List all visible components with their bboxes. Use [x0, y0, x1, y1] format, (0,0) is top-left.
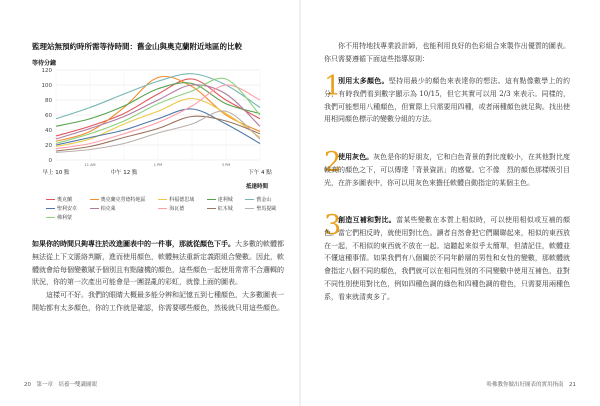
legend-item [207, 205, 239, 212]
legend-swatch [245, 208, 254, 210]
left-paragraph [32, 238, 284, 315]
guideline-3 [324, 210, 571, 304]
guideline-lead: 別用太多顏色。 [338, 76, 389, 85]
legend-label: 奧克蘭 [57, 197, 73, 203]
guideline-2 [324, 147, 570, 189]
legend-item [245, 205, 282, 212]
legend-swatch [245, 199, 254, 201]
x-minor-tick-label: 3 PM [221, 163, 231, 167]
y-tick-label: 40 [45, 128, 52, 134]
legend-swatch [90, 208, 99, 210]
guideline-body: 灰色是你的好朋友，它和白色背景的對比度較小，在其他對比度較高的顏色之下，可以傳達「背景資訊」的感覺。它不像 烈的顏色那樣吸引目光，在許多圖表中，你可以用灰色來擔任軟體自動指定的某個主色。 [324, 153, 570, 187]
y-tick-label: 120 [41, 68, 52, 74]
left-paragraph-lead: 如果你的時間只夠專注於改進圖表中的一件事，那就從顏色下手。 [32, 239, 235, 248]
guideline-lead: 使用灰色。 [338, 152, 374, 161]
chart-legend [46, 196, 282, 221]
guideline-body: 當某些變數在本質上相似時，可以使用相似或互補的顏色。當它們相反時，就使用對比色。讀者自然會把它們關聯起來，相似的東西放在一起，不相似的東西就不放在一起。這聽起來似乎太簡單，但請記住，軟體並不懂這種事情。如果我們有八個關於不同年齡層的男性和女性的變數，那軟體就會指定八個不同的顏色，我們就可以在相同性別的不同變數中使用互補色，並對不同性別使用對比色，例如四種色調的綠色和四種色調的橙色，只需要用兩種色系，看來就清爽多了。 [324, 216, 571, 301]
legend-label: 紅木城 [217, 206, 233, 212]
x-minor-tick-label: 11 AM [84, 163, 96, 167]
legend-label: 舊金山 [256, 197, 272, 203]
legend-label: 海瓦德 [169, 206, 185, 212]
chart-y-axis-label: 等待分鐘 [32, 60, 57, 67]
legend-item [158, 205, 200, 212]
legend-item [90, 205, 152, 212]
legend-swatch [158, 208, 167, 210]
legend-label: 奧克蘭克勞德特地區 [100, 197, 146, 203]
left-paragraph-body-2: 這樣可不好。我們的眼睛大概最多能分辨和記憶五到七種顏色，大多數圖表一開始都有太多顏色，你的工作就是確認，你需要哪些顏色，然後就只用這些顏色。 [32, 291, 284, 312]
legend-label: 達利城 [217, 197, 233, 203]
left-paragraph-body: 大多數的軟體都無法從上下文脈絡判斷，進而使用顏色，軟體無法重新定義跟組合變數。因此，軟體就會給每個變數賦予個別且有點隨機的顏色，這些顏色一起使用常常不合邏輯的狀況，你的第一次產出可能會是一團混亂的彩虹，就像上面的圖表。 [32, 240, 284, 287]
legend-label: 聖馬提歐 [256, 206, 277, 212]
footer-right: 哈佛教你做出好圖表的實用指南 21 [486, 382, 576, 388]
guideline-text [324, 151, 570, 189]
guideline-text [324, 75, 570, 126]
y-tick-label: 0 [48, 158, 52, 164]
legend-item [207, 196, 239, 203]
guideline-body: 堅持用最少的顏色來表達你的想法。這有點像數學上的約分，有時我們看到數字顯示為 10/15，但它其實可以用 2/3 來表示。同樣的，我們可能想用八種顏色，但實際上只需要用四種，或者兩種顏色就足夠。找出使用相同顏色標示的變數分組的方法。 [324, 77, 571, 124]
guideline-number: 3 [324, 210, 342, 241]
y-tick-label: 60 [45, 113, 52, 119]
guideline-number: 2 [324, 147, 342, 178]
guideline-number: 1 [324, 71, 342, 102]
y-tick-label: 80 [45, 98, 52, 104]
legend-item [90, 196, 152, 203]
legend-swatch [90, 199, 99, 201]
legend-item [245, 196, 282, 203]
book-gutter [299, 0, 301, 406]
x-minor-tick-label: 1 PM [153, 163, 163, 167]
guideline-1 [324, 71, 571, 126]
x-tick-label: 下午 4 點 [248, 170, 272, 176]
legend-label: 柏克萊 [100, 206, 116, 212]
legend-swatch [207, 208, 216, 210]
footer-left: 20 第一章 培養一雙識圖眼 [24, 382, 97, 388]
legend-swatch [158, 199, 167, 201]
right-intro: 你不用特地找專業設計師，也能利用良好的色彩組合來製作出優質的圖表。你只需要遵循下面這些指導原則： [324, 42, 570, 63]
legend-swatch [46, 208, 55, 210]
guideline-lead: 創造互補和對比。 [338, 215, 397, 224]
legend-item [158, 196, 200, 203]
y-tick-label: 20 [45, 143, 52, 149]
legend-label: 佛利蒙 [57, 215, 73, 221]
guideline-text [324, 214, 570, 304]
legend-swatch [207, 199, 216, 201]
chart-title: 監理站無預約時所需等待時間：舊金山與奧克蘭附近地區的比較 [32, 42, 242, 51]
x-tick-label: 中午 12 點 [110, 170, 138, 176]
legend-item [46, 205, 83, 212]
legend-item [46, 196, 83, 203]
legend-label: 聖利安卓 [57, 206, 78, 212]
x-tick-label: 早上 10 點 [42, 170, 70, 176]
legend-swatch [46, 217, 55, 219]
legend-swatch [46, 199, 55, 201]
legend-label: 科福德思域 [169, 197, 195, 203]
legend-item [46, 214, 83, 221]
chart-x-axis-label: 抵達時間 [246, 184, 269, 190]
y-tick-label: 100 [41, 83, 52, 89]
